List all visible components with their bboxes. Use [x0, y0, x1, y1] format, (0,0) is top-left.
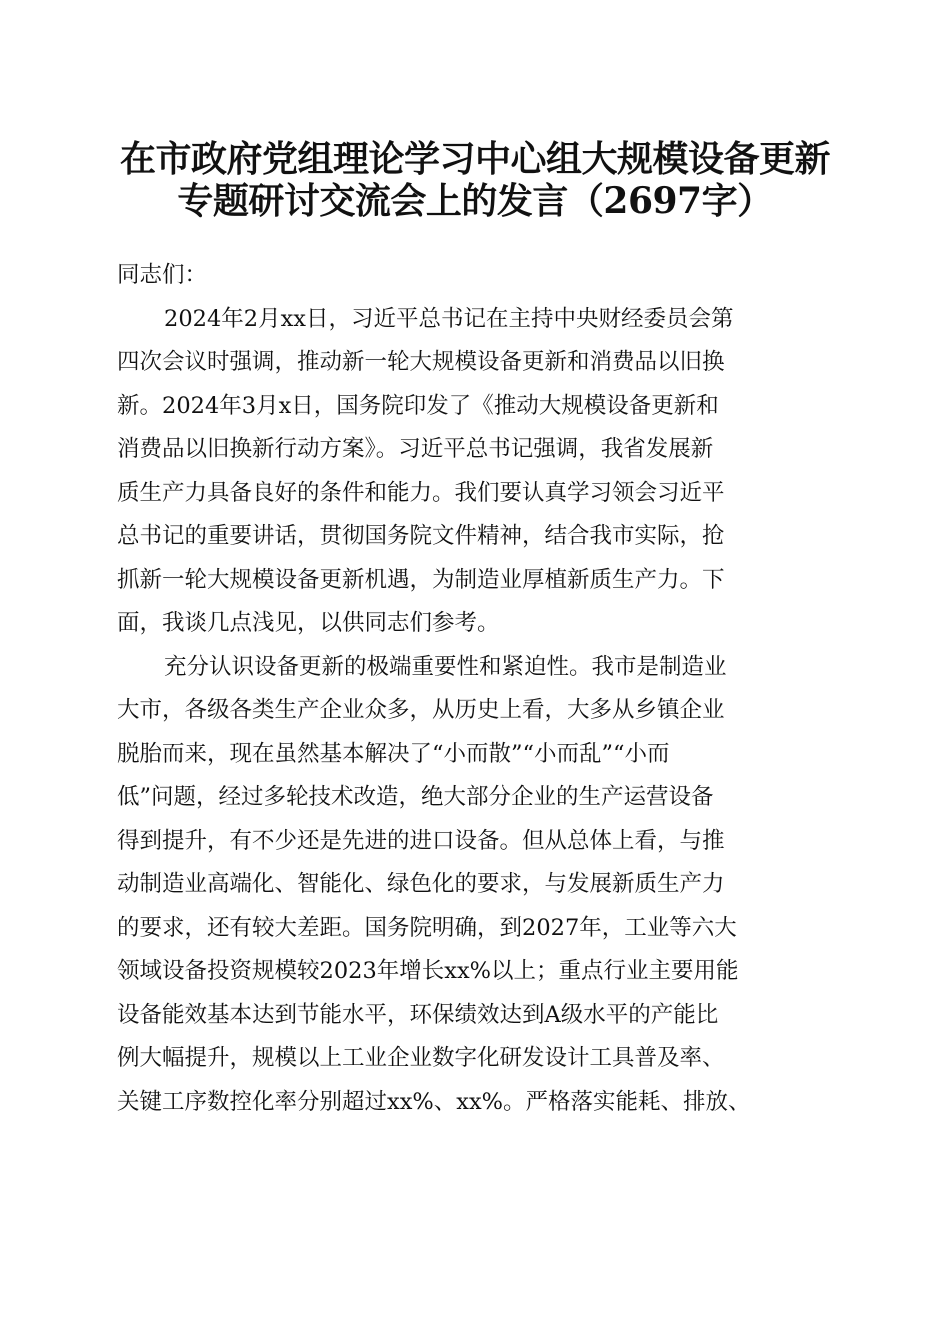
paragraph-2-line: 充分认识设备更新的极端重要性和紧迫性。我市是制造业	[164, 653, 727, 680]
salutation: 同志们：	[117, 262, 208, 288]
paragraph-1-line: 2024年2月xx日，习近平总书记在主持中央财经委员会第	[164, 305, 734, 332]
paragraph-1-line: 消费品以旧换新行动方案》。习近平总书记强调，我省发展新	[117, 436, 714, 462]
paragraph-1	[117, 298, 827, 646]
paragraph-2	[117, 646, 827, 1125]
paragraph-2-line: 关键工序数控化率分别超过xx%、xx%。严格落实能耗、排放、	[117, 1088, 751, 1115]
paragraph-1-line: 总书记的重要讲话，贯彻国务院文件精神，结合我市实际，抢	[117, 523, 725, 549]
paragraph-2-line: 的要求，还有较大差距。国务院明确，到2027年，工业等六大	[117, 914, 737, 941]
paragraph-2-line: 例大幅提升，规模以上工业企业数字化研发设计工具普及率、	[117, 1045, 725, 1071]
paragraph-2-line: 领域设备投资规模较2023年增长xx%以上；重点行业主要用能	[117, 958, 739, 984]
paragraph-1-line: 质生产力具备良好的条件和能力。我们要认真学习领会习近平	[117, 479, 725, 506]
paragraph-2-line: 动制造业高端化、智能化、绿色化的要求，与发展新质生产力	[117, 871, 725, 897]
paragraph-1-line: 面，我谈几点浅见，以供同志们参考。	[117, 610, 500, 636]
paragraph-1-line: 抓新一轮大规模设备更新机遇，为制造业厚植新质生产力。下	[117, 566, 725, 593]
paragraph-2-line: 大市，各级各类生产企业众多，从历史上看，大多从乡镇企业	[117, 697, 725, 723]
paragraph-1-line: 四次会议时强调，推动新一轮大规模设备更新和消费品以旧换	[117, 349, 725, 375]
paragraph-1-line: 新。2024年3月x日，国务院印发了《推动大规模设备更新和	[117, 392, 719, 419]
document-body	[117, 254, 827, 1124]
title-line-1: 在市政府党组理论学习中心组大规模设备更新	[119, 138, 830, 180]
paragraph-2-line: 设备能效基本达到节能水平，环保绩效达到A级水平的产能比	[117, 1001, 719, 1028]
paragraph-2-line: 得到提升，有不少还是先进的进口设备。但从总体上看，与推	[117, 827, 725, 854]
paragraph-2-line: 低”问题，经过多轮技术改造，绝大部分企业的生产运营设备	[117, 784, 714, 810]
document-title	[100, 138, 850, 222]
title-line-2: 专题研讨交流会上的发言（2697字）	[177, 180, 773, 222]
paragraph-2-line: 脱胎而来，现在虽然基本解决了“小而散”“小而乱”“小而	[117, 740, 670, 767]
